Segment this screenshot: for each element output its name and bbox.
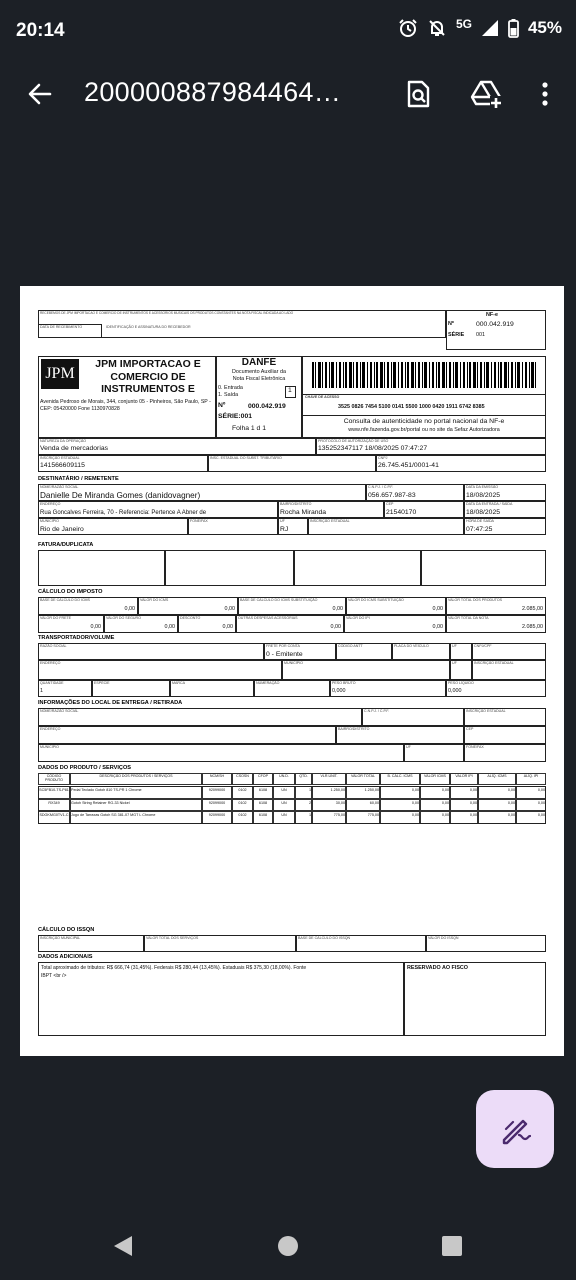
battery-percent: 45% [527,18,562,37]
tax-value: 0,00 [164,624,175,630]
tax-label: VALOR DO ICMS SUBSTITUIÇÃO [348,598,404,602]
table-cell: Gotoh String Retainer RG-33 Nickel [71,800,130,805]
tax-label: VALOR DO IPI [346,616,370,620]
document-search-icon[interactable] [402,78,434,110]
alarm-icon [398,18,418,38]
tax-label: VALOR DO ICMS [140,598,169,602]
section-issqn: CÁLCULO DO ISSQN [38,927,95,933]
edit-fab[interactable] [476,1090,554,1168]
table-cell: 1.250,00 [330,788,345,792]
table-cell: SDGKMG0TV1-C [39,813,69,817]
drive-add-icon[interactable] [470,78,502,110]
back-arrow-icon[interactable] [24,78,56,110]
table-cell: 0,00 [507,788,515,792]
table-header-label: ALÍQ. ICMS [487,774,507,778]
battery-icon [508,19,519,38]
tax-label: VALOR TOTAL DA NOTA [448,616,489,620]
document-title: 200000887984464… [84,77,342,107]
table-cell: SC5FB10-TS-P81 [39,788,69,792]
table-cell: 0,00 [507,800,515,805]
tax-value: 0,00 [330,624,341,630]
section-entrega: INFORMAÇÕES DO LOCAL DE ENTREGA / RETIRADA [38,700,183,706]
table-cell: Pedal Teclado Gotoh 810 TS-PR 1 Chrome [71,788,142,792]
table-cell: 6108 [258,813,268,817]
mute-icon [427,18,447,38]
tax-value: 2.085,00 [522,624,543,630]
table-header-label: CFOP [258,774,268,778]
table-header-label: CSOSN [236,774,249,778]
section-adicionais: DADOS ADICIONAIS [38,954,93,960]
table-cell: UN [281,813,287,817]
table-cell: 1.250,00 [364,788,379,792]
section-destinatario: DESTINATÁRIO / REMETENTE [38,476,119,482]
table-cell: 0,00 [411,800,419,805]
tax-value: 0,00 [332,606,343,612]
table-cell: 30,00 [335,800,345,805]
table-header-label: VALOR ICMS [424,774,446,778]
table-cell: 6108 [258,800,268,805]
table-cell: 92099000 [208,813,226,817]
table-header-label: ALÍQ. IPI [523,774,539,778]
table-cell: 60,00 [369,800,379,805]
tax-value: 0,00 [432,606,443,612]
table-cell: RX349 [48,800,60,805]
table-cell: 92099000 [208,788,226,792]
document-page: RECEBEMOS DE JPM IMPORTACAO E COMERCIO DE INSTRUMENTOS E ACESSORIOS MUSICAIS OS PRODUTOS CONSTANTES NA NOTA FISCAL INDICADA AO LADO DATA DE RECEBIMENTO IDENTIFICAÇÃO E ASSINATURA DO RECEBEDOR NF-e Nº 000.042.919 SÉRIE 001 JPM JPM IMPORTACAO E COMERCIO DE INSTRUMENTOS E Avenida Pedroso de Morais, 344, conjunto 05 - Pinheiros, São Paulo, SP - CEP: 05420000 Fone 1130970828 DANFE Documento Auxiliar da Nota Fiscal Eletrônica 0. Entrada 1. Saída 1 Nº 000.042.919 SÉRIE:001 Folha 1 d 1 CHAVE DE ACESSO 3525 0826 7454 5100 0141 5500 1000 0420 1911 6742 8385 Consulta de autenticidade no portal nacional da NF-e www.nfe.fazenda.gov.br/portal ou no site da Sefaz Autorizadora NATUREZA DA OPERAÇÃO Venda de mercadorias PROTOCOLO DE AUTORIZAÇÃO DE USO 135252347117 18/08/2025 07:47:27 INSCRIÇÃO ESTADUAL 141566609115 INSC. ESTADUAL DO SUBST. TRIBUTÁRIO CNPJ 26.745.451/0001-41 DESTINATÁRIO / REMETENTE NOME/RAZÃO SOCIAL Danielle De Miranda Gomes (danidovagner) C.N.P.J. / C.P.F. 056.657.987-83 DATA DA EMISSÃO 18/08/2025 ENDEREÇO Rua Goncalves Ferreira, 70 - Referencia: Pertence A Abner de BAIRRO/DISTRITO Rocha Miranda CEP 21540170 DATA DA ENTRADA / SAÍDA 18/08/2025 MUNICÍPIO Rio de Janeiro FONE/FAX UF RJ INSCRIÇÃO ESTADUAL HORA DE SAÍDA 07:47:25 FATURA/DUPLICATA CÁLCULO DO IMPOSTO TRANSPORTADOR/VOLUME RAZÃO SOCIAL FRETE POR CONTA 0 - Emitente CÓDIGO ANTT PLACA DO VEÍCULO UF CNPJ/CPF ENDEREÇO MUNICÍPIO UF INSCRIÇÃO ESTADUAL QUANTIDADE 1 ESPÉCIE MARCA NUMERAÇÃO PESO BRUTO 0,000 PESO LÍQUIDO 0,000 INFORMAÇÕES DO LOCAL DE ENTREGA / RETIRADA NOME/RAZÃO SOCIAL C.N.P.J. / C.P.F. INSCRIÇÃO ESTADUAL ENDEREÇO BAIRRO/DISTRITO CEP MUNICÍPIO UF FONE/FAX DADOS DO PRODUTO / SERVIÇOS CÁLCULO DO ISSQN DADOS ADICIONAIS Total aproximado de tributos: R$ 666,74 (31,45%). Federais R$ 280,44 (13,45%). Estaduais R$ 375,30 (18,00%). Fonte IBPT <br /> RESERVADO AO FISCO BASE DE CÁLCULO DO ICMS 0,00 VALOR DO ICMS 0,00 BASE DE CÁLCULO DO ICMS SUBSTITUIÇÃO 0,00 VALOR DO ICMS SUBSTITUIÇÃO 0,00 VALOR TOTAL DOS PRODUTOS 2.085,00 VALOR DO FRETE 0,00 VALOR DO SEGURO 0,00 DESCONTO 0,00 OUTRAS DESPESAS ACESSÓRIAS 0,00 VALOR DO IPI 0,00 VALOR TOTAL DA NOTA 2.085,00 CÓDIGO PRODUTO DESCRIÇÃO DOS PRODUTOS / SERVIÇOS NCM/SH CSOSN CFOP UN.D. QTD. VLR.UNIT. VALOR TOTAL B. CÁLC. ICMS VALOR ICMS VALOR IPI ALÍQ. ICMS ALÍQ. IPI SC5FB10-TS-P81 Pedal Teclado Gotoh 810 TS-PR 1 Chrome 92099000 0102 6108 UN 1 1.250,00 1.250,00 0,00 0,00 0,00 0,00 0,00 RX349 Gotoh String Retainer RG-33 Nickel 92099000 0102 6108 UN 2 30,00 60,00 0,00 0,00 0,00 0,00 0,00 SDGKMG0TV1-C Jogo de Tarraxas Gotoh SG 381-07 MGT L Chrome 92099000 0102 6108 UN 1 775,00 775,00 0,00 0,00 0,00 0,00 0,00 INSCRIÇÃO MUNICIPAL VALOR TOTAL DOS SERVIÇOS BASE DE CÁLCULO DO ISSQN VALOR DO ISSQN [20,286,564,1056]
table-cell: UN [281,788,287,792]
table-cell: 0,00 [537,800,545,805]
table-header-label: B. CÁLC. ICMS [387,774,413,778]
table-header-label: NCM/SH [209,774,225,778]
products-body [38,786,546,824]
tax-label: OUTRAS DESPESAS ACESSÓRIAS [238,616,298,620]
table-header-label: VALOR TOTAL [350,774,376,778]
table-cell: 0,00 [537,813,545,817]
table-cell: 775,00 [367,813,379,817]
table-cell: 0,00 [469,788,477,792]
table-cell: 0,00 [411,788,419,792]
section-calculo: CÁLCULO DO IMPOSTO [38,589,103,595]
app-bar [0,64,576,124]
table-cell: 1 [308,813,311,817]
table-header-label: DESCRIÇÃO DOS PRODUTOS / SERVIÇOS [99,774,173,778]
table-cell: 92099000 [208,800,226,805]
receipt-date-label: DATA DE RECEBIMENTO [40,325,83,329]
navigation-bar [0,1200,576,1280]
tax-value: 0,00 [222,624,233,630]
tax-label: VALOR DO FRETE [40,616,72,620]
fisco-label: RESERVADO AO FISCO [407,965,469,971]
more-options-icon[interactable] [529,78,561,110]
additional-info: Total aproximado de tributos: R$ 666,74 (31,45%). Federais R$ 280,44 (13,45%). Estaduais R$ 375,30 (18,00%). Fonte [41,965,307,971]
table-cell: 0,00 [441,813,449,817]
table-header-label: VALOR IPI [455,774,473,778]
barcode [312,362,536,388]
table-header-label: CÓDIGO PRODUTO [45,774,63,782]
section-produtos: DADOS DO PRODUTO / SERVIÇOS [38,765,132,771]
nav-home-icon[interactable] [277,1235,299,1257]
table-cell: 775,00 [333,813,345,817]
tax-value: 0,00 [432,624,443,630]
table-header-label: VLR.UNIT. [320,774,338,778]
table-cell: 0102 [238,800,247,805]
table-cell: 0,00 [469,813,477,817]
tax-value: 0,00 [224,606,235,612]
company-name: JPM IMPORTACAO E COMERCIO DE INSTRUMENTOS E [95,358,201,396]
receipt-text: RECEBEMOS DE JPM IMPORTACAO E COMERCIO DE INSTRUMENTOS E ACESSORIOS MUSICAIS OS PRODUTOS CONSTANTES NA NOTA FISCAL INDICADA AO LADO [40,311,294,315]
status-bar [0,0,576,64]
network-label: 5G [455,17,472,31]
table-cell: 0,00 [441,788,449,792]
table-header-label: UN.D. [279,774,289,778]
clock: 20:14 [16,20,65,41]
table-cell: UN [281,800,287,805]
table-cell: 0,00 [469,800,477,805]
company-address: Avenida Pedroso de Morais, 344, conjunto 05 - Pinheiros, São Paulo, SP - CEP: 05420000 Fone 1130970828 [40,399,211,412]
issqn-label: INSCRIÇÃO MUNICIPAL [40,936,81,940]
tax-label: VALOR TOTAL DOS PRODUTOS [448,598,503,602]
table-cell: 0,00 [411,813,419,817]
issqn-label: BASE DE CÁLCULO DO ISSQN [298,936,351,940]
tax-value: 0,00 [90,624,101,630]
table-cell: 2 [308,800,311,805]
table-cell: Jogo de Tarraxas Gotoh SG 381-07 MGT L Chrome [71,813,156,817]
tax-value: 2.085,00 [522,606,543,612]
tax-value: 0,00 [124,606,135,612]
table-cell: 6108 [258,788,268,792]
section-fatura: FATURA/DUPLICATA [38,542,94,548]
issqn-label: VALOR DO ISSQN [428,936,459,940]
table-cell: 0,00 [441,800,449,805]
nav-recents-icon[interactable] [441,1235,463,1257]
company-logo: JPM [41,359,79,389]
tax-label: BASE DE CÁLCULO DO ICMS [40,598,90,602]
table-cell: 0,00 [537,788,545,792]
nav-back-icon[interactable] [112,1234,134,1258]
table-cell: 0102 [238,788,247,792]
tax-label: DESCONTO [180,616,201,620]
table-cell: 1 [308,788,311,792]
recipient-name: Danielle De Miranda Gomes (danidovagner) [40,491,201,500]
access-key: 3525 0826 7454 5100 0141 5500 1000 0420 1911 6742 8385 [338,404,485,410]
tax-label: BASE DE CÁLCULO DO ICMS SUBSTITUIÇÃO [240,598,318,602]
tax-label: VALOR DO SEGURO [106,616,141,620]
table-cell: 0102 [238,813,247,817]
issqn-label: VALOR TOTAL DOS SERVIÇOS [146,936,199,940]
signal-icon [481,19,499,37]
table-cell: 0,00 [507,813,515,817]
table-header-label: QTD. [299,774,308,778]
edit-signature-icon [499,1113,531,1145]
receipt-sign-label: IDENTIFICAÇÃO E ASSINATURA DO RECEBEDOR [106,325,191,329]
section-transportador: TRANSPORTADOR/VOLUME [38,635,115,641]
